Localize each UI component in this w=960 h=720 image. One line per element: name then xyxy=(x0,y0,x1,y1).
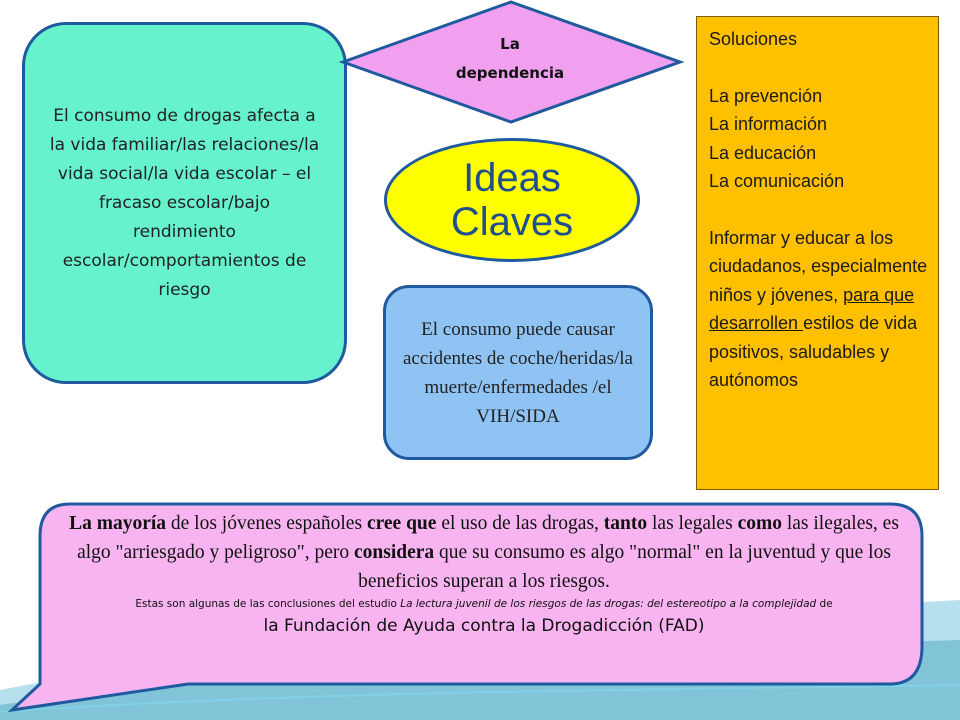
dependencia-line1: La xyxy=(500,35,520,53)
text-part: de los jóvenes españoles xyxy=(166,513,367,534)
conclusion-text xyxy=(50,509,918,639)
effects-text: El consumo de drogas afecta a la vida familiar/las relaciones/la vida social/la vida escolar – el fracaso escolar/bajo rendimiento escolar/comportamientos de riesgo xyxy=(49,105,320,300)
ideas-claves-ellipse xyxy=(384,138,640,262)
solucion-item: La información xyxy=(709,114,828,134)
text-part: que su consumo es algo "normal" en la juventud y que los beneficios superan a los riesgos. xyxy=(358,542,891,592)
consequences-box xyxy=(383,285,653,460)
emphasis: como xyxy=(737,513,782,534)
soluciones-title: Soluciones xyxy=(709,29,798,49)
conclusion-main xyxy=(50,509,918,596)
spacer xyxy=(709,196,928,224)
ideas-line1: Ideas xyxy=(463,156,561,200)
effects-box xyxy=(22,22,347,384)
dependencia-line2: dependencia xyxy=(455,64,565,82)
solucion-item: La comunicación xyxy=(709,171,845,191)
soluciones-paragraph xyxy=(709,224,928,395)
text-part: de xyxy=(816,598,833,610)
text-part: el uso de las drogas, xyxy=(436,513,604,534)
emphasis: cree que xyxy=(366,513,437,534)
dependencia-label xyxy=(430,30,590,88)
emphasis: La mayoría xyxy=(69,513,167,534)
text-part: Estas son algunas de las conclusiones del estudio xyxy=(135,598,401,610)
ideas-claves-title xyxy=(451,156,573,244)
spacer xyxy=(709,54,928,82)
paragraph-part: estilos de vida positivos, saludables y autónomos xyxy=(709,313,918,390)
emphasis: tanto xyxy=(603,513,648,534)
study-reference xyxy=(50,596,918,613)
study-title: La lectura juvenil de los riesgos de las drogas: del estereotipo a la complejidad xyxy=(400,598,817,610)
paragraph-part: Informar y educar a los ciudadanos, especialmente niños y jóvenes, xyxy=(709,227,928,305)
paragraph-underlined: para que desarrollen xyxy=(709,284,915,333)
emphasis: considera xyxy=(354,542,435,563)
consequences-text: El consumo puede causar accidentes de coche/heridas/la muerte/enfermedades /el VIH/SIDA xyxy=(403,318,633,427)
solucion-item: La prevención xyxy=(709,85,823,106)
fad-source: la Fundación de Ayuda contra la Drogadicción (FAD) xyxy=(263,616,705,636)
text-part: las ilegales, es algo "arriesgado y peligroso", pero xyxy=(77,513,899,563)
ideas-line2: Claves xyxy=(450,200,574,244)
solucion-item: La educación xyxy=(709,142,817,163)
text-part: las legales xyxy=(647,513,738,534)
soluciones-box xyxy=(696,16,939,490)
